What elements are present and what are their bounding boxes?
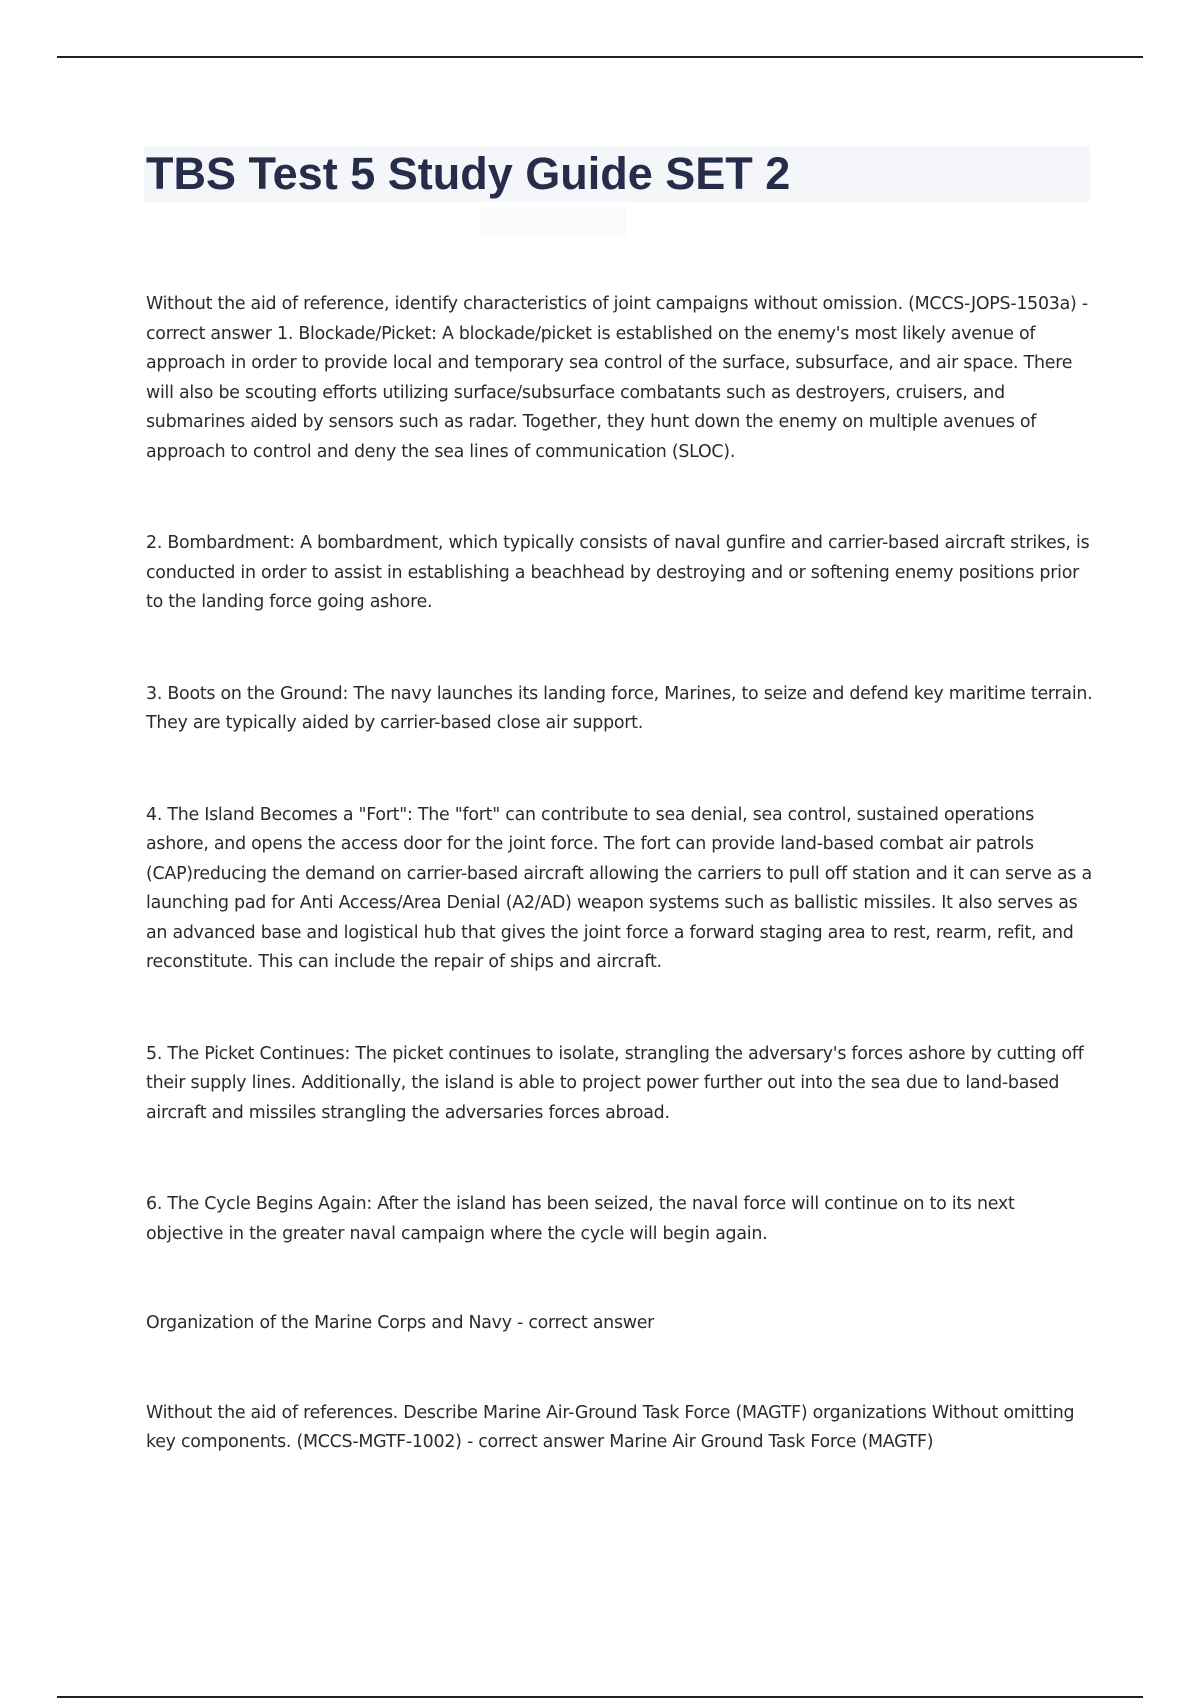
document-body xyxy=(146,290,1094,1458)
top-divider xyxy=(57,56,1143,58)
paragraph-bombardment: 2. Bombardment: A bombardment, which typically consists of naval gunfire and carrier-based aircraft strikes, is conducted in order to assist in establishing a beachhead by destroying and or softening enemy positions prior to the landing force going ashore. xyxy=(146,533,1090,612)
paragraph-picket-continues: 5. The Picket Continues: The picket continues to isolate, strangling the adversary's forces ashore by cutting off their supply lines. Additionally, the island is able to project power further out into the sea due to land-based aircraft and missiles strangling the adversaries forces abroad. xyxy=(146,1043,1084,1123)
bottom-divider xyxy=(57,1696,1143,1698)
paragraph-organization: Organization of the Marine Corps and Navy - correct answer xyxy=(146,1313,655,1333)
paragraph-boots-on-ground: 3. Boots on the Ground: The navy launches its landing force, Marines, to seize and defend key maritime terrain. They are typically aided by carrier-based close air support. xyxy=(146,683,1093,733)
paragraph-island-fort: 4. The Island Becomes a "Fort": The "fort" can contribute to sea denial, sea control, sustained operations ashore, and opens the access door for the joint force. The fort can provide land-based combat air patrols (CAP)reducing the demand on carrier-based aircraft allowing the carriers to pull off station and it can serve as a launching pad for Anti Access/Area Denial (A2/AD) weapon systems such as ballistic missiles. It also serves as an advanced base and logistical hub that gives the joint force a forward staging area to rest, rearm, refit, and reconstitute. This can include the repair of ships and aircraft. xyxy=(146,804,1092,972)
paragraph-joint-campaigns: Without the aid of reference, identify characteristics of joint campaigns without omission. (MCCS-JOPS-1503a) - correct answer 1. Blockade/Picket: A blockade/picket is established on the enemy's most likely avenue of approach in order to provide local and temporary sea control of the surface, subsurface, and air space. There will also be scouting efforts utilizing surface/subsurface combatants such as destroyers, cruisers, and submarines aided by sensors such as radar. Together, they hunt down the enemy on multiple avenues of approach to control and deny the sea lines of communication (SLOC). xyxy=(146,294,1088,462)
document-title: TBS Test 5 Study Guide SET 2 xyxy=(146,148,791,199)
paragraph-cycle-begins: 6. The Cycle Begins Again: After the island has been seized, the naval force will continue on to its next objective in the greater naval campaign where the cycle will begin again. xyxy=(146,1194,1015,1244)
title-shadow-strip xyxy=(480,206,626,238)
paragraph-magtf: Without the aid of references. Describe Marine Air-Ground Task Force (MAGTF) organizations Without omitting key components. (MCCS-MGTF-1002) - correct answer Marine Air Ground Task Force (MAGTF) xyxy=(146,1402,1075,1452)
